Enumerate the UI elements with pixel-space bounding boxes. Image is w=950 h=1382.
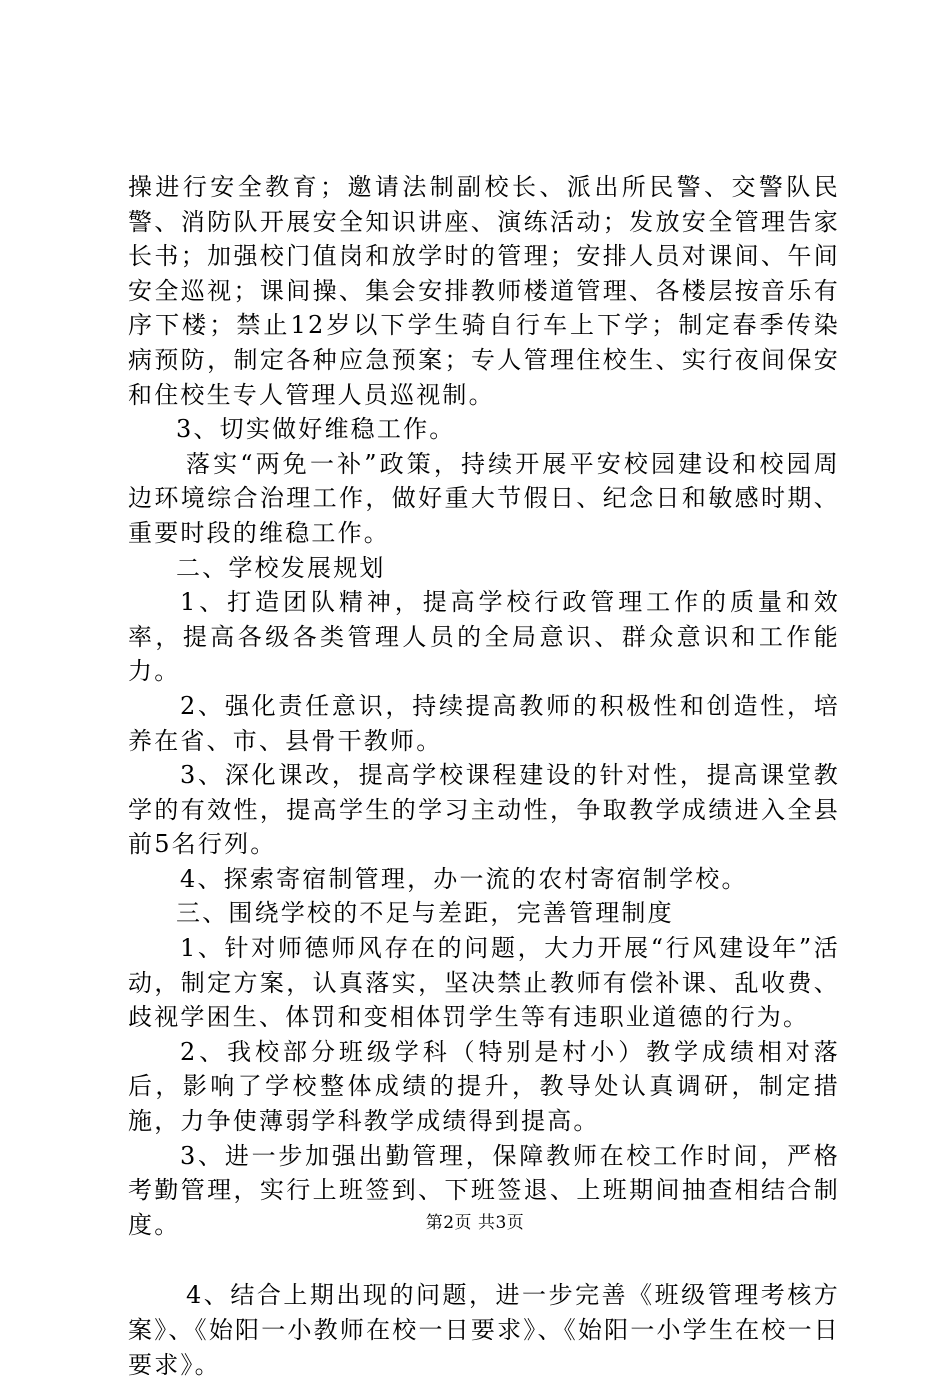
management-item-4: 4、结合上期出现的问题，进一步完善《班级管理考核方案》、《始阳一小教师在校一日要求》、《始阳一小学生在校一日要求》。 [128,1281,840,1379]
section-heading-development-plan: 二、学校发展规划 [176,553,386,582]
paragraph-stability-work: 落实“两免一补”政策，持续开展平安校园建设和校园周边环境综合治理工作，做好重大节假日、纪念日和敏感时期、重要时段的维稳工作。 [128,449,840,547]
paragraph-safety-measures: 操进行安全教育；邀请法制副校长、派出所民警、交警队民警、消防队开展安全知识讲座、演练活动；发放安全管理告家长书；加强校门值岗和放学时的管理；安排人员对课间、午间安全巡视；课间操、集会安排教师楼道管理、各楼层按音乐有序下楼；禁止12岁以下学生骑自行车上下学；制定春季传染病预防，制定各种应急预案；专人管理住校生、实行夜间保安和住校生专人管理人员巡视制。 [128,173,840,409]
plan-item-2: 2、强化责任意识，持续提高教师的积极性和创造性，培养在省、市、县骨干教师。 [128,691,840,755]
document-body [128,170,840,1382]
management-item-3: 3、进一步加强出勤管理，保障教师在校工作时间，严格考勤管理，实行上班签到、下班签退、上班期间抽查相结合制度。 [128,1141,840,1239]
plan-item-3: 3、深化课改，提高学校课程建设的针对性，提高课堂教学的有效性，提高学生的学习主动性，争取教学成绩进入全县前5名行列。 [128,761,840,859]
management-item-2: 2、我校部分班级学科（特别是村小）教学成绩相对落后，影响了学校整体成绩的提升，教导处认真调研，制定措施，力争使薄弱学科教学成绩得到提高。 [128,1037,840,1136]
plan-item-4: 4、探索寄宿制管理，办一流的农村寄宿制学校。 [180,864,748,893]
management-item-1: 1、针对师德师风存在的问题，大力开展“行风建设年”活动，制定方案，认真落实，坚决禁止教师有偿补课、乱收费、歧视学困生、体罚和变相体罚学生等有违职业道德的行为。 [128,934,840,1032]
section-heading-management-system: 三、围绕学校的不足与差距，完善管理制度 [176,899,674,928]
subheading-stability-work: 3、切实做好维稳工作。 [176,415,456,444]
plan-item-1: 1、打造团队精神，提高学校行政管理工作的质量和效率，提高各级各类管理人员的全局意识、群众意识和工作能力。 [128,588,840,686]
page-number-footer: 第2页 共3页 [425,1213,525,1233]
